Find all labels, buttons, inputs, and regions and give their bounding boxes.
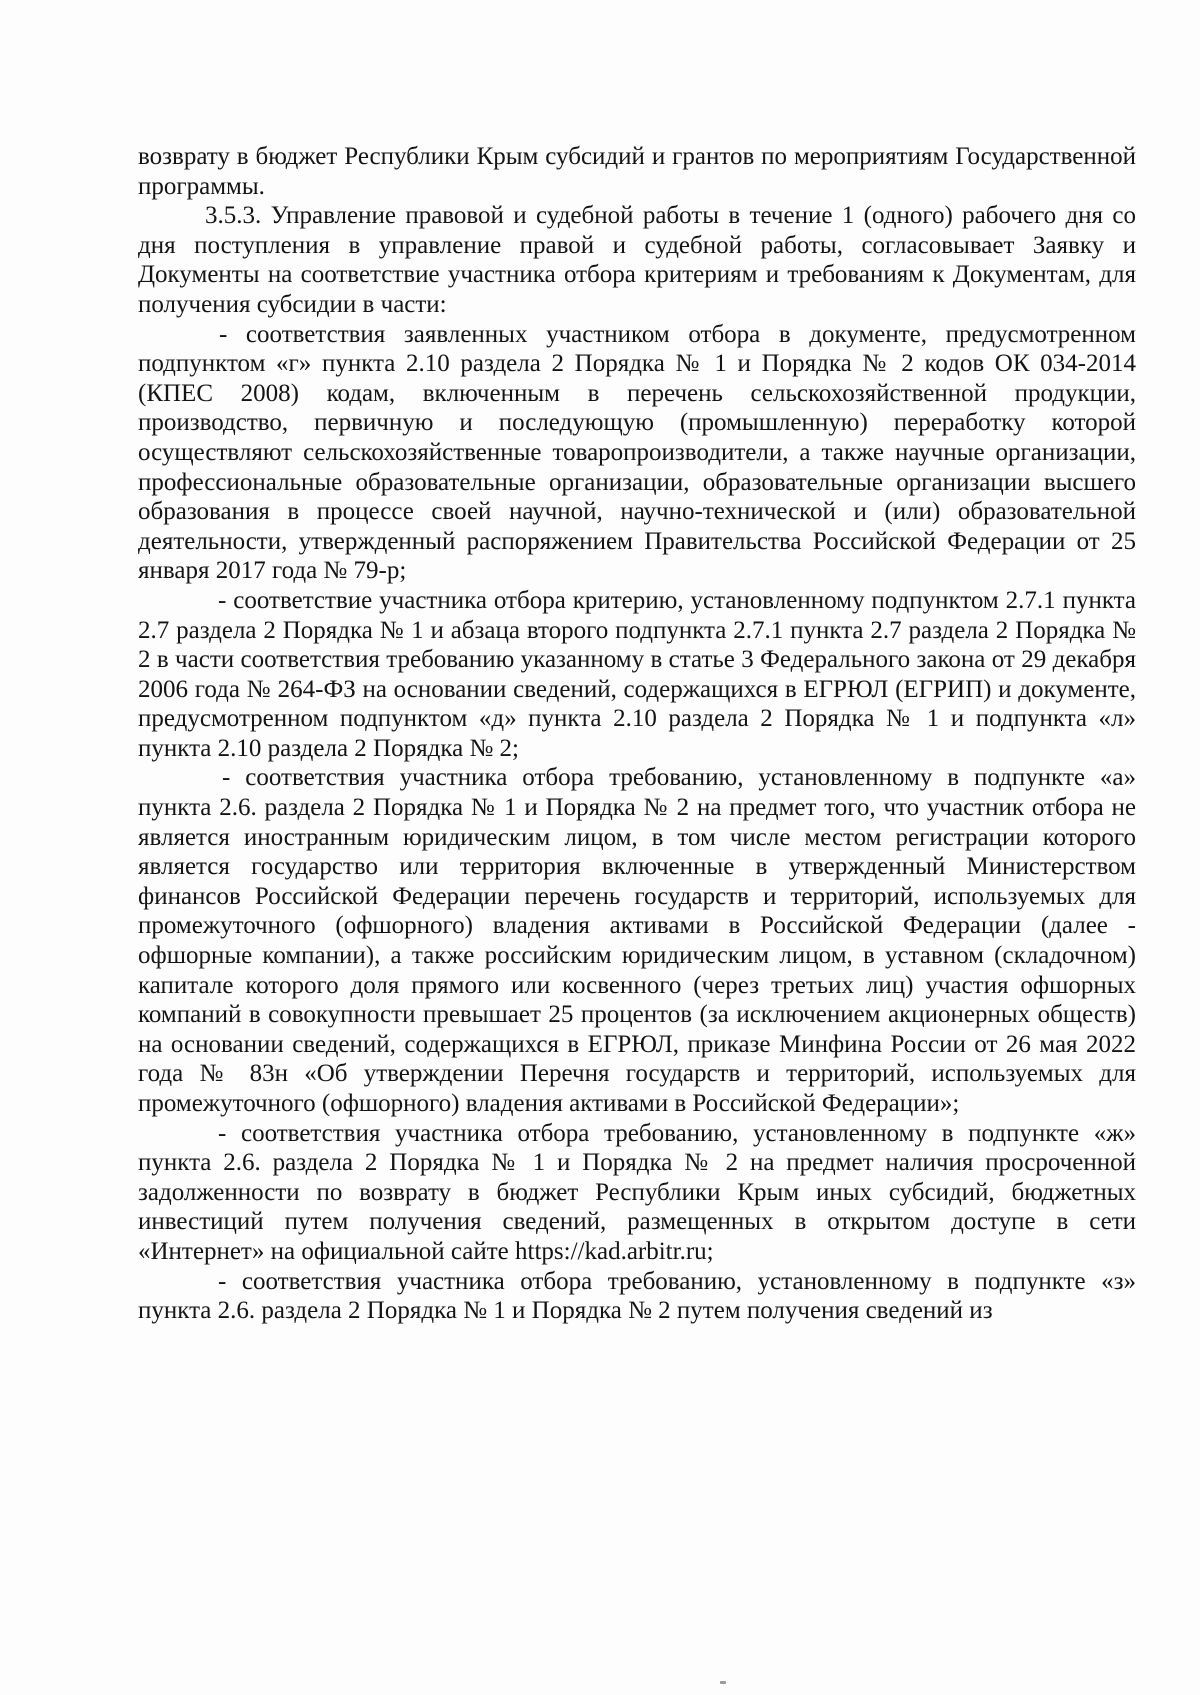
paragraph-section-3-5-3: 3.5.3. Управление правовой и судебной работы в течение 1 (одного) рабочего дня со дня поступления в управление правой и судебной работы, согласовывает Заявку и Документы на соответствие участника отбора критериям и требованиям к Документам, для получения субсидии в части:	[138, 202, 1136, 318]
paragraph-item-okpd-codes: - соответствия заявленных участником отбора в документе, предусмотренном подпунктом «г» пункта 2.10 раздела 2 Порядка № 1 и Порядка № 2 кодов ОК 034-2014 (КПЕС 2008) кодам, включенным в перечень сельскохозяйственной продукции, производство, первичную и последующую (промышленную) переработку которой осуществляют сельскохозяйственные товаропроизводители, а также научные организации, профессиональные образовательные организации, образовательные организации высшего образования в процессе своей научной, научно-технической и (или) образовательной деятельности, утвержденный распоряжением Правительства Российской Федерации от 25 января 2017 года № 79-р;	[138, 320, 1136, 585]
scan-artifact-mark	[720, 1681, 726, 1684]
paragraph-item-subpoint-z: - соответствия участника отбора требованию, установленному в подпункте «з» пункта 2.6. раздела 2 Порядка № 1 и Порядка № 2 путем получения сведений из	[138, 1267, 1136, 1325]
document-body	[138, 142, 1136, 1326]
paragraph-item-offshore: - соответствия участника отбора требованию, установленному в подпункте «а» пункта 2.6. раздела 2 Порядка № 1 и Порядка № 2 на предмет того, что участник отбора не является иностранным юридическим лицом, в том числе местом регистрации которого является государство или территория включенные в утвержденный Министерством финансов Российской Федерации перечень государств и территорий, используемых для промежуточного (офшорного) владения активами в Российской Федерации (далее - офшорные компании), а также российским юридическим лицом, в уставном (складочном) капитале которого доля прямого или косвенного (через третьих лиц) участия офшорных компаний в совокупности превышает 25 процентов (за исключением акционерных обществ) на основании сведений, содержащихся в ЕГРЮЛ, приказе Минфина России от 26 мая 2022 года № 83н «Об утверждении Перечня государств и территорий, используемых для промежуточного (офшорного) владения активами в Российской Федерации»;	[138, 764, 1136, 1117]
paragraph-item-criterion-2-7-1: - соответствие участника отбора критерию, установленному подпунктом 2.7.1 пункта 2.7 раздела 2 Порядка № 1 и абзаца второго подпункта 2.7.1 пункта 2.7 раздела 2 Порядка № 2 в части соответствия требованию указанному в статье 3 Федерального закона от 29 декабря 2006 года № 264-ФЗ на основании сведений, содержащихся в ЕГРЮЛ (ЕГРИП) и документе, предусмотренном подпунктом «д» пункта 2.10 раздела 2 Порядка № 1 и подпункта «л» пункта 2.10 раздела 2 Порядка № 2;	[138, 586, 1136, 762]
paragraph-item-overdue-debt: - соответствия участника отбора требованию, установленному в подпункте «ж» пункта 2.6. раздела 2 Порядка № 1 и Порядка № 2 на предмет наличия просроченной задолженности по возврату в бюджет Республики Крым иных субсидий, бюджетных инвестиций путем получения сведений, размещенных в открытом доступе в сети «Интернет» на официальной сайте https://kad.arbitr.ru;	[138, 1119, 1136, 1265]
paragraph-continuation: возврату в бюджет Республики Крым субсидий и грантов по мероприятиям Государственной программы.	[138, 143, 1136, 200]
